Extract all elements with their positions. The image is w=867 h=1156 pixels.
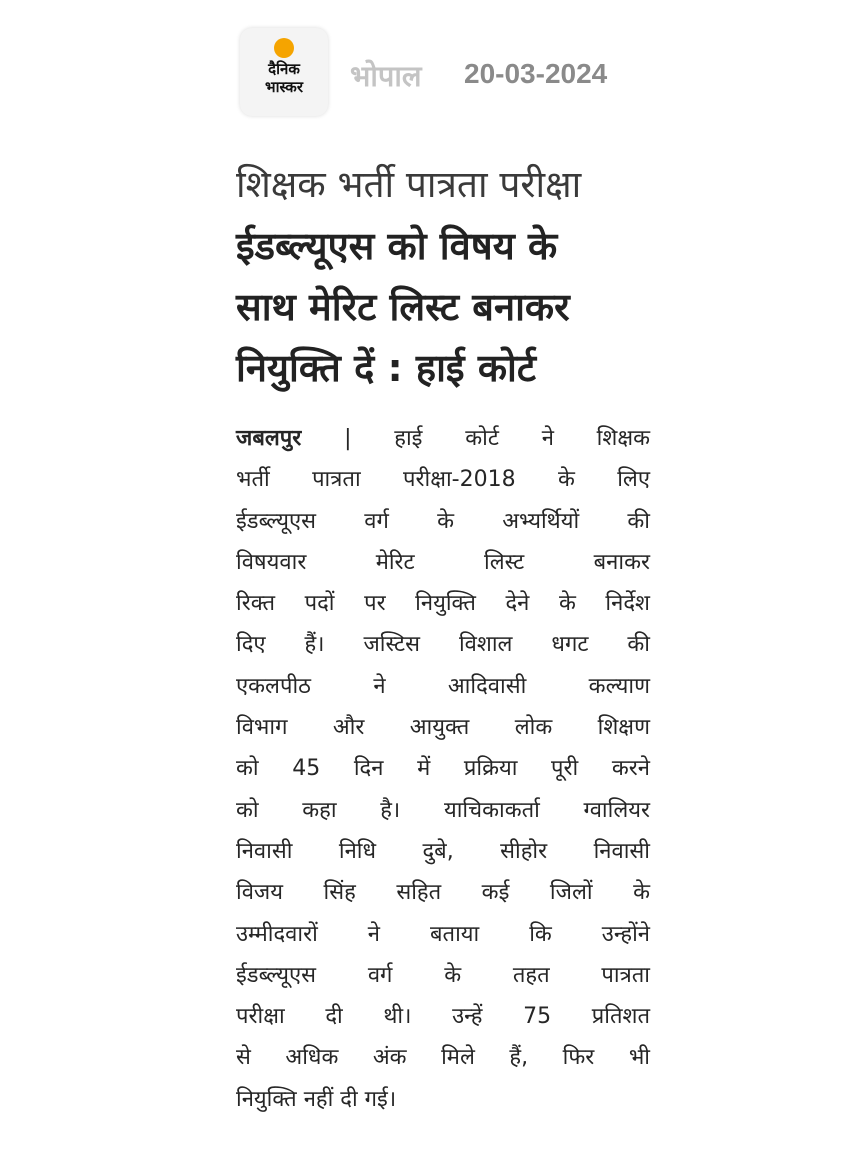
body-line: निवासी निधि दुबे, सीहोर निवासी: [236, 838, 650, 864]
headline-line: नियुक्ति दें : हाई कोर्ट: [236, 346, 536, 390]
body-line: को 45 दिन में प्रक्रिया पूरी करने: [236, 756, 650, 782]
body-line: भर्ती पात्रता परीक्षा-2018 के लिए: [236, 467, 650, 493]
dateline-city: जबलपुर: [236, 426, 302, 451]
body-line: दिए हैं। जस्टिस विशाल धगट की: [236, 632, 650, 658]
dainik-bhaskar-logo: [240, 28, 328, 116]
body-line: को कहा है। याचिकाकर्ता ग्वालियर: [236, 797, 650, 823]
body-line: विषयवार मेरिट लिस्ट बनाकर: [236, 549, 650, 575]
body-line: परीक्षा दी थी। उन्हें 75 प्रतिशत: [236, 1004, 650, 1030]
body-line: [236, 418, 650, 459]
body-line-text: हाई कोर्ट ने शिक्षक: [394, 426, 650, 451]
edition-date: 20-03-2024: [464, 58, 608, 89]
headline-line: साथ मेरिट लिस्ट बनाकर: [236, 285, 570, 329]
body-line: रिक्त पदों पर नियुक्ति देने के निर्देश: [236, 591, 650, 617]
logo-text-line1: दैनिक: [268, 60, 300, 78]
sun-dot-icon: [274, 38, 294, 58]
body-line: ईडब्ल्यूएस वर्ग के अभ्यर्थियों की: [236, 508, 650, 534]
body-line: उम्मीदवारों ने बताया कि उन्होंने: [236, 921, 650, 947]
article-body: [236, 418, 650, 1120]
body-line: विभाग और आयुक्त लोक शिक्षण: [236, 715, 650, 741]
article-kicker: शिक्षक भर्ती पात्रता परीक्षा: [236, 163, 582, 206]
article-headline: [236, 216, 656, 399]
body-line: एकलपीठ ने आदिवासी कल्याण: [236, 673, 650, 699]
body-line: ईडब्ल्यूएस वर्ग के तहत पात्रता: [236, 962, 650, 988]
logo-text-line2: भास्कर: [265, 78, 303, 96]
body-line: से अधिक अंक मिले हैं, फिर भी: [236, 1045, 650, 1071]
edition-city: भोपाल: [350, 59, 422, 93]
body-line: नियुक्ति नहीं दी गई।: [236, 1086, 397, 1112]
headline-line: ईडब्ल्यूएस को विषय के: [236, 224, 558, 268]
newspaper-header: [240, 28, 640, 118]
body-line: विजय सिंह सहित कई जिलों के: [236, 880, 650, 906]
dateline-separator: |: [344, 426, 352, 451]
